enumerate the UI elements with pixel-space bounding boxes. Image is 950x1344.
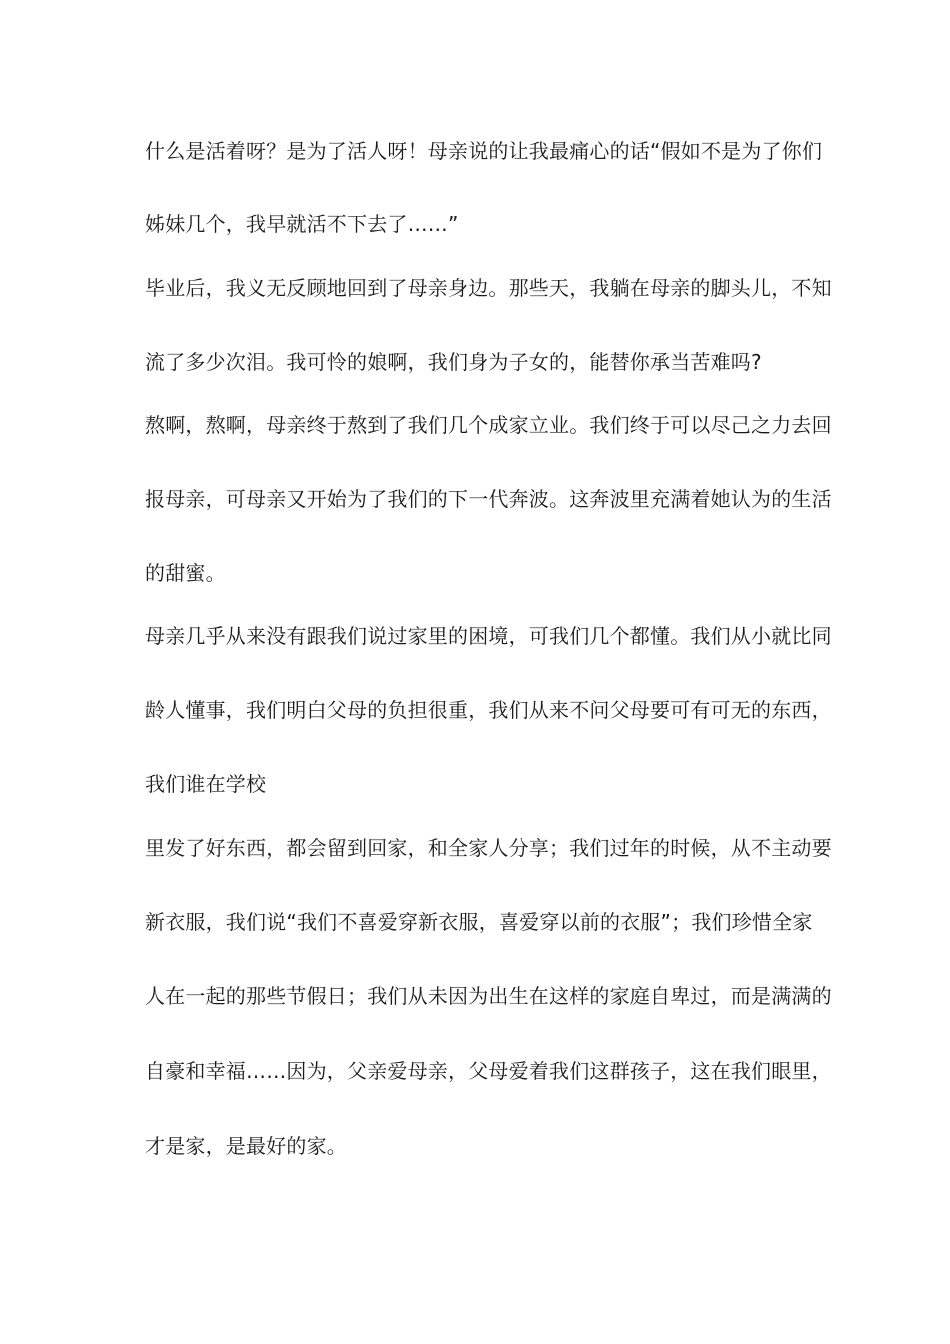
text-line: 龄人懂事，我们明白父母的负担很重，我们从来不问父母要可有可无的东西，	[145, 698, 832, 722]
text-line: 新衣服，我们说“我们不喜爱穿新衣服，喜爱穿以前的衣服”；我们珍惜全家	[145, 910, 813, 934]
text-line: 我们谁在学校	[145, 772, 267, 796]
text-line: 自豪和幸福……因为，父亲爱母亲，父母爱着我们这群孩子，这在我们眼里，	[145, 1059, 832, 1083]
text-line: 才是家，是最好的家。	[145, 1134, 347, 1158]
text-line: 什么是活着呀？是为了活人呀！母亲说的让我最痛心的话“假如不是为了你们	[145, 139, 823, 163]
text-line: 的甜蜜。	[145, 561, 226, 585]
text-line: 人在一起的那些节假日；我们从未因为出生在这样的家庭自卑过，而是满满的	[145, 984, 832, 1008]
text-line: 母亲几乎从来没有跟我们说过家里的困境，可我们几个都懂。我们从小就比同	[145, 624, 832, 648]
text-line: 姊妹几个，我早就活不下去了……”	[145, 212, 459, 236]
text-line: 里发了好东西，都会留到回家，和全家人分享；我们过年的时候，从不主动要	[145, 836, 832, 860]
text-line: 熬啊，熬啊，母亲终于熬到了我们几个成家立业。我们终于可以尽己之力去回	[145, 413, 832, 437]
text-line: 报母亲，可母亲又开始为了我们的下一代奔波。这奔波里充满着她认为的生活	[145, 487, 832, 511]
text-line: 流了多少次泪。我可怜的娘啊，我们身为子女的，能替你承当苦难吗?	[145, 350, 762, 374]
text-line: 毕业后，我义无反顾地回到了母亲身边。那些天，我躺在母亲的脚头儿，不知	[145, 276, 832, 300]
